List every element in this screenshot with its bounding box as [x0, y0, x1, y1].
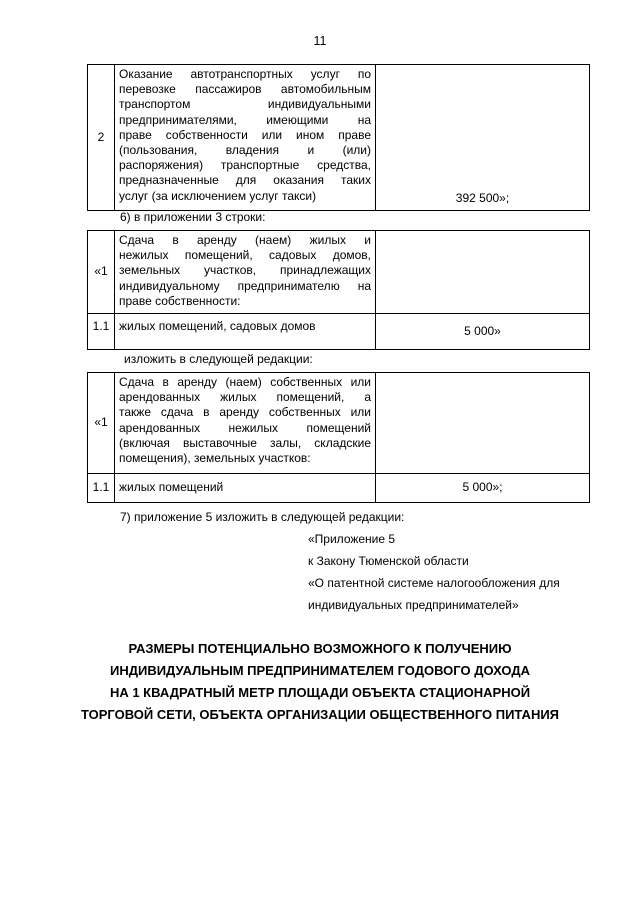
page-number: 11 — [313, 34, 327, 48]
table-appendix3-new — [87, 372, 590, 503]
row-description — [115, 65, 376, 211]
text-line: арендованных нежилых помещений — [119, 420, 371, 435]
text-line: (пользования, владения и (или) — [119, 143, 371, 158]
row-number: «1 — [88, 231, 115, 314]
row-number: 1.1 — [88, 474, 115, 503]
text-line: услуг (за исключением услуг такси) — [119, 188, 317, 203]
appendix-line-2: к Закону Тюменской области — [308, 554, 469, 568]
row-description — [115, 231, 376, 314]
row-number: 2 — [88, 65, 115, 211]
heading-line: НА 1 КВАДРАТНЫЙ МЕТР ПЛОЩАДИ ОБЪЕКТА СТАЦИОНАРНОЙ — [109, 685, 531, 700]
table-row — [88, 373, 590, 474]
row-number: «1 — [88, 373, 115, 474]
heading-line: ИНДИВИДУАЛЬНЫМ ПРЕДПРИНИМАТЕЛЕМ ГОДОВОГО ДОХОДА — [109, 663, 531, 678]
text-line: Сдача в аренду (наем) собственных или — [119, 375, 371, 389]
text-line: предпринимателями, имеющими на — [119, 112, 371, 127]
value-text: 392 500»; — [455, 190, 510, 205]
appendix-line-4: индивидуальных предпринимателей» — [308, 598, 519, 612]
table-appendix3-old — [87, 230, 590, 350]
row-number: 1.1 — [88, 314, 115, 350]
text-line: перевозке пассажиров автомобильным — [119, 82, 371, 97]
row-value: 5 000»; — [376, 474, 590, 503]
text-line: помещения), земельных участков: — [119, 451, 311, 466]
text-line: распоряжения) транспортные средства, — [119, 158, 371, 173]
paragraph-7: 7) приложение 5 изложить в следующей редакции: — [120, 510, 405, 524]
appendix-line-1: «Приложение 5 — [308, 532, 396, 546]
row-description: жилых помещений — [115, 474, 376, 503]
table-row — [88, 314, 590, 350]
paragraph-6: 6) в приложении 3 строки: — [120, 210, 266, 224]
text-line: земельных участков, принадлежащих — [119, 263, 371, 278]
appendix-line-3: «О патентной системе налогообложения для — [308, 576, 560, 590]
heading-line: РАЗМЕРЫ ПОТЕНЦИАЛЬНО ВОЗМОЖНОГО К ПОЛУЧЕНИЮ — [128, 641, 512, 656]
table-row — [88, 231, 590, 314]
table-amendment-item-2 — [87, 64, 590, 211]
table-row — [88, 65, 590, 211]
text-line: Сдача в аренду (наем) жилых и — [119, 233, 371, 247]
row-value — [376, 65, 590, 211]
row-description — [115, 373, 376, 474]
row-value — [376, 373, 590, 474]
row-description: жилых помещений, садовых домов — [115, 314, 376, 350]
heading-line: ТОРГОВОЙ СЕТИ, ОБЪЕКТА ОРГАНИЗАЦИИ ОБЩЕСТВЕННОГО ПИТАНИЯ — [80, 707, 560, 722]
text-line: (включая выставочные залы, складские — [119, 435, 371, 450]
text-line: арендованных жилых помещений, а — [119, 390, 371, 405]
text-line: Оказание автотранспортных услуг по — [119, 67, 371, 81]
section-heading — [0, 638, 640, 726]
text-line: индивидуальному предпринимателю на — [119, 278, 371, 293]
text-line: также сдача в аренду собственных или — [119, 405, 371, 420]
text-line: предназначенные для оказания таких — [119, 173, 371, 188]
text-line: праве собственности: — [119, 293, 241, 308]
table-row — [88, 474, 590, 503]
row-value — [376, 231, 590, 314]
text-line: праве собственности или ином праве — [119, 127, 371, 142]
text-line: транспортом индивидуальными — [119, 97, 371, 112]
text-line: нежилых помещений, садовых домов, — [119, 248, 371, 263]
row-value: 5 000» — [376, 314, 590, 350]
paragraph-replace: изложить в следующей редакции: — [124, 352, 313, 366]
